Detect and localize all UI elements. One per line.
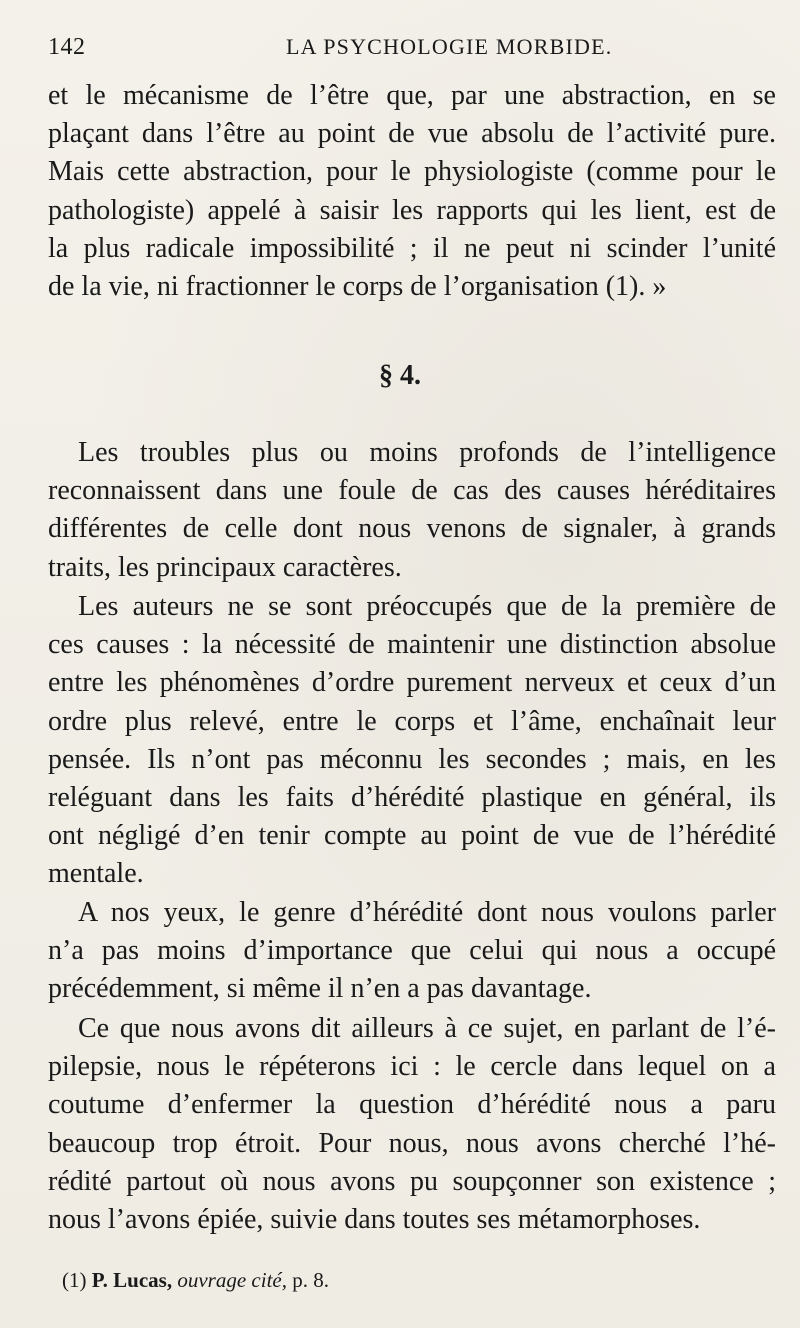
paragraph-3 [48, 588, 776, 894]
text-line: pensée. Ils n’ont pas méconnu les secondes ; mais, en les [48, 743, 776, 775]
text-line: Ce que nous avons dit ailleurs à ce sujet, en parlant de l’é- [78, 1013, 776, 1044]
text-line: ont négligé d’en tenir compte au point de vue de l’hérédité [48, 820, 776, 852]
text-line: de la vie, ni fractionner le corps de l’organisation (1). » [48, 271, 667, 303]
footnote [62, 1268, 329, 1293]
text-line: nous l’avons épiée, suivie dans toutes ses métamorphoses. [48, 1204, 701, 1236]
running-head [48, 34, 758, 64]
footnote-page: p. 8. [292, 1268, 329, 1292]
text-line: plaçant dans l’être au point de vue absolu de l’activité pure. [48, 118, 776, 150]
paragraph-1 [48, 77, 776, 306]
text-line: rédité partout où nous avons pu soupçonner son existence ; [48, 1165, 776, 1197]
text-line: mentale. [48, 858, 144, 890]
text-line: Mais cette abstraction, pour le physiologiste (comme pour le [48, 156, 776, 188]
running-title: LA PSYCHOLOGIE MORBIDE. [286, 34, 613, 59]
text-line: et le mécanisme de l’être que, par une abstraction, en se [48, 80, 776, 111]
text-line: Les auteurs ne se sont préoccupés que de la première de [78, 591, 776, 622]
text-line: n’a pas moins d’importance que celui qui nous a occupé [48, 935, 776, 967]
text-line: précédemment, si même il n’en a pas davantage. [48, 973, 592, 1005]
text-line: entre les phénomènes d’ordre purement nerveux et ceux d’un [48, 667, 776, 699]
text-line: pathologiste) appelé à saisir les rapports qui les lient, est de [48, 194, 776, 226]
section-heading: § 4. [379, 360, 421, 391]
text-line: reconnaissent dans une foule de cas des causes héréditaires [48, 475, 776, 507]
text-line: Les troubles plus ou moins profonds de l’intelligence [78, 437, 776, 468]
text-line: ces causes : la nécessité de maintenir une distinction absolue [48, 629, 776, 661]
text-line: pilepsie, nous le répéterons ici : le cercle dans lequel on a [48, 1051, 776, 1083]
text-line: différentes de celle dont nous venons de signaler, à grands [48, 513, 776, 545]
paragraph-4 [48, 894, 776, 1009]
paragraph-2 [48, 434, 776, 587]
text-line: A nos yeux, le genre d’hérédité dont nous voulons parler [78, 897, 776, 928]
text-line: reléguant dans les faits d’hérédité plastique en général, ils [48, 782, 776, 814]
text-line: la plus radicale impossibilité ; il ne peut ni scinder l’unité [48, 232, 776, 264]
text-line: traits, les principaux caractères. [48, 551, 402, 583]
text-line: coutume d’enfermer la question d’hérédité nous a paru [48, 1089, 776, 1121]
paragraph-5 [48, 1010, 776, 1239]
footnote-work: ouvrage cité, [177, 1268, 287, 1292]
footnote-author: P. Lucas, [91, 1268, 173, 1292]
text-line: ordre plus relevé, entre le corps et l’âme, enchaînait leur [48, 705, 776, 737]
text-line: beaucoup trop étroit. Pour nous, nous avons cherché l’hé- [48, 1127, 776, 1159]
footnote-marker: (1) [62, 1268, 87, 1292]
page-number: 142 [48, 34, 86, 60]
